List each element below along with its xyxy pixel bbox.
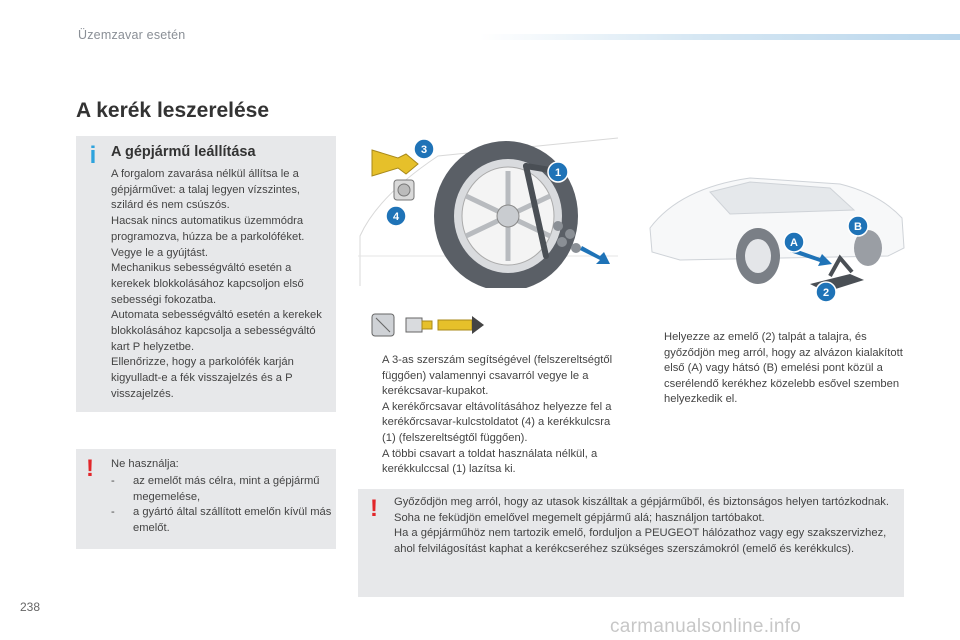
step-item [646,330,914,408]
warning-list-item [111,505,333,536]
warning-paragraph: Ha a gépjárműhöz nem tartozik emelő, forduljon a PEUGEOT hálózathoz vagy egy szakszervizhez, ahol felvilágosítást kaphat a kerékcseréhez szükséges szerszámokról (emelő és kerékkulcs). [394,527,887,556]
anti-theft-adapter-icon [394,180,414,200]
wheel-tools-illustration [358,136,620,288]
wheel-removal-steps [364,353,624,478]
dash-marker: - [111,475,115,487]
warning-paragraph: Győződjön meg arról, hogy az utasok kiszálltak a gépjárműből, és biztonságos helyen tartózkodnak. [394,496,890,508]
page-number: 238 [20,600,41,614]
warning-item-text: az emelőt más célra, mint a gépjármű megemelése, [133,475,320,503]
dash-marker: - [111,506,115,519]
info-paragraph: Mechanikus sebességváltó esetén a kerekek blokkolásához kapcsoljon első sebességi fokozatba. [111,262,304,306]
badge-4-icon [386,206,406,226]
badge-b-icon [848,216,868,236]
info-paragraph: Ellenőrizze, hogy a parkolófék karján kigyulladt-e a fék visszajelzés és a P visszajelzés. [111,356,294,400]
socket-icon [372,314,394,336]
warning-box-jack [76,449,336,549]
car-jack-illustration [640,148,910,308]
front-wheel-icon [736,228,780,284]
info-paragraph: A forgalom zavarása nélkül állítsa le a gépjárművet: a talaj legyen vízszintes, szilárd és nem csúszós. [111,168,301,212]
warning-item-text: a gyártó által szállított emelőn kívül más emelőt. [133,506,332,534]
svg-text:2: 2 [822,287,830,299]
info-title: A gépjármű leállítása [111,144,256,160]
warning-icon: ! [86,455,94,482]
step-text: A többi csavart a toldat használata nélkül, a kerékkulccsal (1) lazítsa ki. [382,447,598,476]
warning-list-item [111,474,333,505]
svg-text:A: A [790,237,798,249]
info-text [111,167,331,403]
badge-1-icon [548,162,568,182]
warning-box-safety [358,489,904,597]
badge-a-icon [784,232,804,252]
svg-text:4: 4 [392,211,400,223]
warning-paragraph: Soha ne feküdjön emelővel megemelt gépjármű alá; használjon tartóbakot. [394,511,765,524]
svg-text:3: 3 [420,144,428,156]
info-box [76,136,336,412]
badge-2-icon [816,282,836,302]
wrench-bar-icon [438,316,484,334]
info-paragraph: Vegye le a gyújtást. [111,246,209,259]
header-title: Üzemzavar esetén [78,28,186,42]
info-paragraph: Hacsak nincs automatikus üzemmódra programozva, húzza be a parkolóféket. [111,215,305,243]
step-item [364,447,624,478]
info-icon: i [89,142,97,169]
info-paragraph: Automata sebességváltó esetén a kerekek blokkolásához kapcsolja a sebességváltó kart P helyzetbe. [111,309,322,353]
svg-text:1: 1 [554,167,562,179]
step-item [364,400,624,447]
svg-text:B: B [854,221,862,233]
section-title: A kerék leszerelése [76,99,270,122]
wrench-adapter-illustration [362,306,492,344]
warning-title: Ne használja: [111,458,179,470]
warning-list [111,474,333,536]
step-text: A 3-as szerszám segítségével (felszereltségtől függően) valamennyi csavarról vegye le a kerékcsavar-kupakot. [382,354,613,398]
warning-text [394,495,894,558]
badge-3-icon [414,139,434,159]
hubcap-tool-icon [372,150,418,176]
adapter-icon [406,318,432,332]
jack-placement-steps [646,330,914,408]
warning-icon: ! [370,495,378,522]
header-bar [480,34,960,40]
watermark: carmanualsonline.info [610,616,802,637]
step-text: Helyezze az emelő (2) talpát a talajra, és győződjön meg arról, hogy az alvázon kialakított első (A) vagy hátsó (B) emelési pont közül a cserélendő kerékhez közelebb esővel szemben helyezkedik el. [664,331,903,406]
step-text: A kerékőrcsavar eltávolításához helyezze fel a kerékőrcsavar-kulcstoldatot (4) a kerékkulcsra (1) (felszereltségtől függően). [382,400,612,444]
step-item [364,353,624,400]
